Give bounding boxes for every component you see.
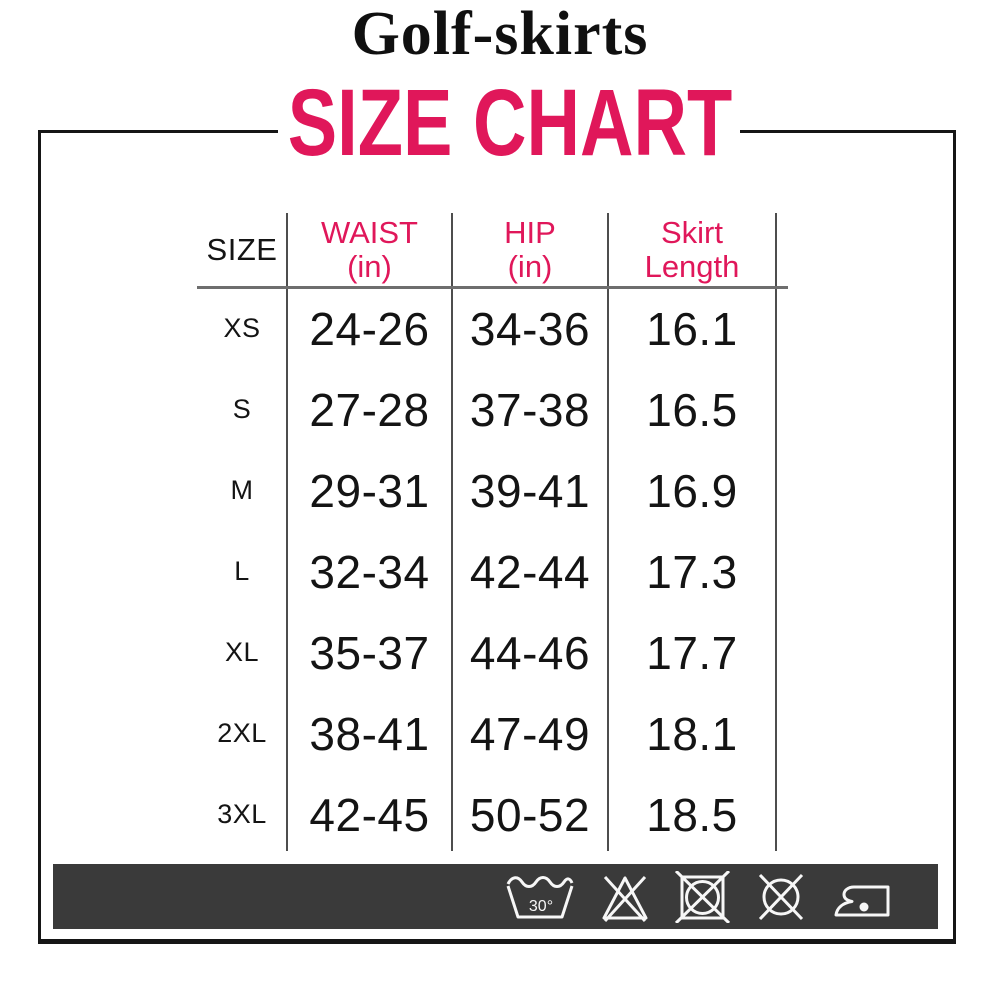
size-table xyxy=(197,212,788,855)
waist-value-s: 27-28 xyxy=(309,383,430,436)
waist-value-m: 29-31 xyxy=(309,464,430,517)
column-header-skirt-label: Skirt xyxy=(660,214,723,250)
skirt-length-value-xl: 17.7 xyxy=(646,626,738,679)
skirt-length-value-2xl: 18.1 xyxy=(646,707,738,760)
size-label-3xl: 3XL xyxy=(217,799,267,829)
waist-value-l: 32-34 xyxy=(309,545,430,598)
skirt-length-value-l: 17.3 xyxy=(646,545,738,598)
skirt-length-value-m: 16.9 xyxy=(646,464,738,517)
size-label-m: M xyxy=(230,475,254,505)
size-table-grid xyxy=(197,212,776,855)
size-label-xl: XL xyxy=(224,637,260,667)
iron-low-heat-icon xyxy=(830,874,894,920)
waist-value-3xl: 42-45 xyxy=(309,788,430,841)
waist-value-xl: 35-37 xyxy=(309,626,430,679)
hip-value-xl: 44-46 xyxy=(469,626,591,679)
size-label-2xl: 2XL xyxy=(217,718,267,748)
column-header-hip-unit: (in) xyxy=(507,249,553,284)
column-header-skirt-length xyxy=(608,212,776,288)
hip-value-3xl: 50-52 xyxy=(469,788,591,841)
do-not-bleach-icon xyxy=(598,872,652,922)
waist-value-2xl: 38-41 xyxy=(309,707,430,760)
skirt-length-value-xs: 16.1 xyxy=(646,302,738,355)
column-header-size xyxy=(197,212,287,288)
column-header-hip xyxy=(452,212,608,288)
machine-wash-30-icon xyxy=(504,872,576,922)
column-header-waist xyxy=(287,212,452,288)
size-label-s: S xyxy=(232,394,252,424)
column-header-hip-label: HIP xyxy=(504,214,556,250)
hip-value-xs: 34-36 xyxy=(469,302,591,355)
hip-value-s: 37-38 xyxy=(469,383,591,436)
hip-value-l: 42-44 xyxy=(469,545,591,598)
column-header-waist-unit: (in) xyxy=(347,249,392,284)
brand-title: Golf-skirts xyxy=(351,0,649,68)
skirt-length-value-3xl: 18.5 xyxy=(646,788,738,841)
size-label-xs: XS xyxy=(223,313,261,343)
care-instructions-bar xyxy=(53,864,938,929)
waist-value-xs: 24-26 xyxy=(309,302,430,355)
page-title xyxy=(10,70,1000,176)
column-header-waist-label: WAIST xyxy=(320,214,418,250)
size-label-l: L xyxy=(234,556,250,586)
iron-temperature-dot xyxy=(860,902,869,911)
do-not-tumble-dry-icon xyxy=(674,871,732,923)
column-header-skirt-sub: Length xyxy=(644,249,740,284)
wash-temperature-text: 30° xyxy=(528,897,554,915)
page-title-text: SIZE CHART xyxy=(287,70,733,176)
hip-value-m: 39-41 xyxy=(469,464,591,517)
column-header-size-label: SIZE xyxy=(206,231,278,267)
hip-value-2xl: 47-49 xyxy=(469,707,591,760)
skirt-length-value-s: 16.5 xyxy=(646,383,738,436)
do-not-dry-clean-icon xyxy=(754,871,808,923)
